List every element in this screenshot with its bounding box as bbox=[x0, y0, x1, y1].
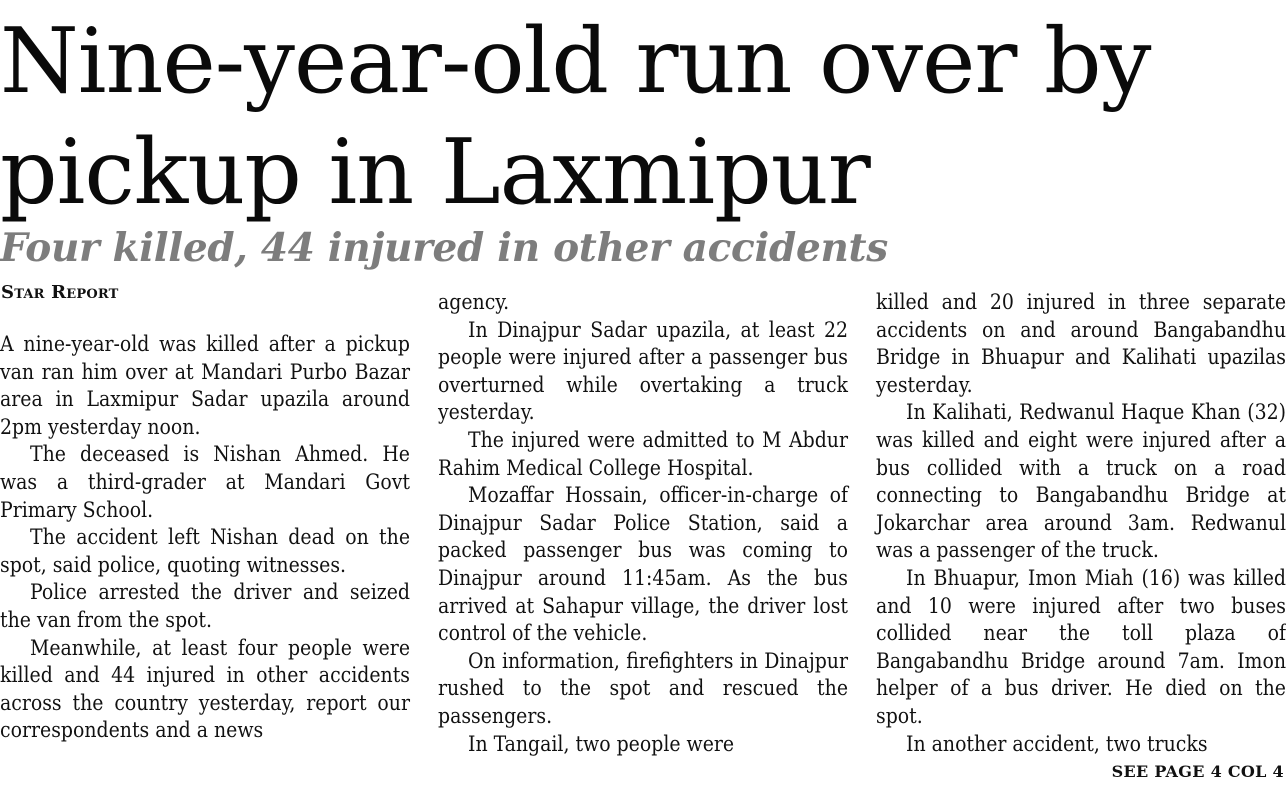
paragraph: killed and 20 injured in three separate accidents on and around Bangabandhu Bridge in Bhuapur and Kalihati upazilas yesterday. bbox=[876, 290, 1286, 397]
paragraph: In Kalihati, Redwanul Haque Khan (32) was killed and eight were injured after a bus collided with a truck on a road connecting to Bangabandhu Bridge at Jokarchar area around 3am. Redwanul was a passenger of the truck. bbox=[876, 400, 1286, 563]
paragraph: The injured were admitted to M Abdur Rahim Medical College Hospital. bbox=[438, 427, 848, 480]
continuation-jump-line: SEE PAGE 4 COL 4 bbox=[1111, 762, 1284, 781]
headline-line-2: pickup in Laxmipur bbox=[0, 120, 870, 225]
paragraph: A nine-year-old was killed after a pickup van ran him over at Mandari Purbo Bazar area in Laxmipur Sadar upazila around 2pm yesterday noon. bbox=[0, 332, 410, 439]
article-column-2 bbox=[438, 289, 848, 758]
paragraph: Police arrested the driver and seized the van from the spot. bbox=[0, 580, 410, 632]
paragraph: In another accident, two trucks bbox=[906, 731, 1208, 756]
paragraph: In Tangail, two people were bbox=[468, 731, 735, 756]
headline-line-1: Nine-year-old run over by bbox=[0, 9, 1151, 114]
byline: Star Report bbox=[1, 282, 119, 303]
paragraph: On information, firefighters in Dinajpur rushed to the spot and rescued the passengers. bbox=[438, 648, 848, 728]
headline bbox=[0, 6, 1286, 228]
paragraph: In Bhuapur, Imon Miah (16) was killed and 10 were injured after two buses collided near the toll plaza of Bangabandhu Bridge around 7am. Imon helper of a bus driver. He died on the spot. bbox=[876, 565, 1286, 728]
paragraph: The accident left Nishan dead on the spot, said police, quoting witnesses. bbox=[0, 525, 410, 577]
paragraph: Meanwhile, at least four people were killed and 44 injured in other accidents across the country yesterday, report our correspondents and a news bbox=[0, 635, 410, 743]
paragraph: The deceased is Nishan Ahmed. He was a third-grader at Mandari Govt Primary School. bbox=[0, 442, 410, 522]
article-column-1 bbox=[0, 331, 410, 745]
paragraph: agency. bbox=[438, 290, 510, 314]
paragraph: In Dinajpur Sadar upazila, at least 22 people were injured after a passenger bus overturned while overtaking a truck yesterday. bbox=[438, 317, 848, 425]
paragraph: Mozaffar Hossain, officer-in-charge of Dinajpur Sadar Police Station, said a packed passenger bus was coming to Dinajpur around 11:45am. As the bus arrived at Sahapur village, the driver lost control of the vehicle. bbox=[438, 483, 848, 646]
subheadline: Four killed, 44 injured in other accidents bbox=[0, 225, 888, 271]
article-column-3 bbox=[876, 289, 1286, 758]
